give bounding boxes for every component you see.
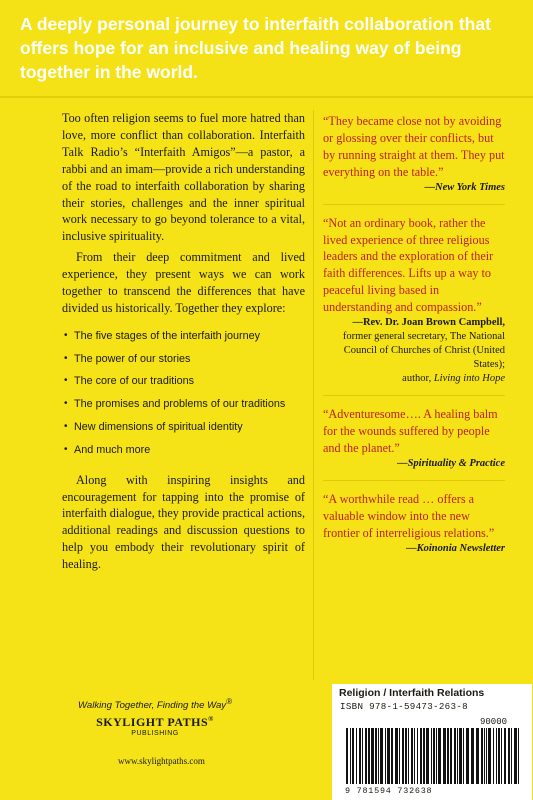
book-category: Religion / Interfaith Relations xyxy=(339,687,485,699)
barcode-bar xyxy=(423,728,425,784)
list-item-label: The power of our stories xyxy=(74,352,191,365)
endorsement-source-1: —New York Times xyxy=(424,181,505,193)
brand-name: SKYLIGHT PATHS xyxy=(96,715,209,730)
barcode-bar xyxy=(414,728,415,784)
endorsement-source-2-book xyxy=(323,372,505,386)
list-item xyxy=(62,325,305,348)
barcode-bar xyxy=(380,728,383,784)
barcode-bar xyxy=(436,728,437,784)
publisher-tagline xyxy=(75,697,235,711)
barcode-bar xyxy=(405,728,407,784)
endorsement-quote-2: “Not an ordinary book, rather the lived experience of three religious leaders and the exploration of their faith differences. Lifts up a way to peaceful living based in understanding and compassion.” xyxy=(323,215,494,315)
tagline-registered-mark: ® xyxy=(226,697,232,706)
barcode-bar xyxy=(518,728,519,784)
barcode-bar xyxy=(350,728,351,784)
barcode-bar xyxy=(408,728,409,784)
brand-registered-mark: ® xyxy=(208,715,214,724)
headline: A deeply personal journey to interfaith collaboration that offers hope for an inclusive and healing way of being together in the world. xyxy=(20,14,491,82)
barcode-bar xyxy=(375,728,377,784)
endorsement-quote-3: “Adventuresome…. A healing balm for the wounds suffered by people and the planet.” xyxy=(323,407,498,455)
barcode-bar xyxy=(447,728,449,784)
barcode-bar xyxy=(391,728,393,784)
barcode-bar xyxy=(346,728,348,784)
barcode-bar xyxy=(466,728,469,784)
ean-digits: 9 781594 732638 xyxy=(345,786,433,796)
description-column xyxy=(62,110,305,573)
barcode-bar xyxy=(501,728,502,784)
barcode-bar xyxy=(385,728,386,784)
publisher-logo xyxy=(75,697,235,737)
barcode-bar xyxy=(371,728,374,784)
barcode-bar xyxy=(484,728,485,784)
barcode-bar xyxy=(457,728,458,784)
endorsement-source-3: —Spirituality & Practice xyxy=(397,457,505,469)
author-prefix: author, xyxy=(402,373,432,385)
barcode-bar xyxy=(481,728,483,784)
list-item-label: The promises and problems of our traditions xyxy=(74,398,286,411)
endorsement-separator xyxy=(323,480,505,481)
bullet-icon: • xyxy=(64,421,68,433)
barcode-bar xyxy=(411,728,413,784)
endorsement-source-2: —Rev. Dr. Joan Brown Campbell, xyxy=(352,317,505,329)
barcode-bar xyxy=(438,728,441,784)
list-item-label: The five stages of the interfaith journey xyxy=(74,329,261,342)
barcode-bar xyxy=(368,728,370,784)
bullet-icon: • xyxy=(64,352,68,364)
description-paragraph-3: Along with inspiring insights and encouragement for tapping into the promise of interfaith dialogue, they provide practical actions, additional readings and discussion questions to help you embody their revolutionary spirit of healing. xyxy=(62,472,305,572)
barcode-bar xyxy=(454,728,456,784)
price-code: 90000 xyxy=(480,717,508,727)
description-paragraph-1: Too often religion seems to fuel more hatred than love, more conflict than collaboration. Interfaith Talk Radio’s “Interfaith Amigos”—a pastor, a rabbi and an imam—provide a rich understanding of the road to interfaith collaboration by sharing their stories, challenges and the inner spiritual work necessary to go beyond tolerance to a vital, inclusive spirituality. xyxy=(62,111,306,244)
barcode-panel xyxy=(332,684,532,800)
barcode-bar xyxy=(356,728,357,784)
header-band xyxy=(0,0,533,96)
barcode-bar xyxy=(420,728,422,784)
barcode-bar xyxy=(431,728,432,784)
tagline-text: Walking Together, Finding the Way xyxy=(78,700,227,712)
barcode-bar xyxy=(504,728,506,784)
list-item-label: And much more xyxy=(74,443,151,456)
barcode-icon xyxy=(344,728,524,786)
barcode-bar xyxy=(352,728,354,784)
topic-list xyxy=(62,325,305,462)
barcode-bar xyxy=(463,728,464,784)
publisher-url: www.skylightpaths.com xyxy=(118,756,205,766)
barcode-bar xyxy=(395,728,398,784)
bullet-icon: • xyxy=(64,329,68,341)
barcode-bar xyxy=(399,728,400,784)
endorsement-quote-4: “A worthwhile read … offers a valuable window into the new frontier of interreligious relations.” xyxy=(323,491,495,540)
barcode-bar xyxy=(443,728,446,784)
publisher-brand xyxy=(75,715,235,730)
endorsement-separator xyxy=(323,204,505,205)
barcode-bar xyxy=(417,728,418,784)
barcode-bar xyxy=(496,728,497,784)
barcode-bar xyxy=(387,728,390,784)
barcode-bar xyxy=(493,728,494,784)
list-item-label: New dimensions of spiritual identity xyxy=(74,421,243,434)
bullet-icon: • xyxy=(64,398,68,410)
column-divider xyxy=(313,110,314,680)
barcode-bar xyxy=(459,728,462,784)
publisher-imprint: PUBLISHING xyxy=(131,730,179,738)
list-item xyxy=(62,393,305,416)
barcode-bar xyxy=(362,728,363,784)
barcode-bar xyxy=(508,728,510,784)
barcode-bar xyxy=(378,728,379,784)
endorsement-source-2-role: former general secretary, The National Council of Churches of Christ (United States); xyxy=(342,331,505,371)
endorsements-column xyxy=(323,113,505,556)
endorsement-quote-1: “They became close not by avoiding or glossing over their conflicts, but by running straight at them. They put everything on the table.” xyxy=(323,114,505,179)
description-paragraph-2: From their deep commitment and lived experience, they present ways we can work together to transcend the differences that have divided us historically. Together they explore: xyxy=(62,250,305,315)
list-item-label: The core of our traditions xyxy=(74,375,195,388)
list-item xyxy=(62,416,305,439)
list-item xyxy=(62,370,305,393)
barcode-bar xyxy=(514,728,517,784)
barcode-bar xyxy=(426,728,429,784)
bullet-icon: • xyxy=(64,443,68,455)
barcode-bar xyxy=(402,728,404,784)
endorsement-separator xyxy=(323,395,505,396)
barcode-bar xyxy=(486,728,487,784)
barcode-bar xyxy=(365,728,367,784)
barcode-bar xyxy=(471,728,474,784)
barcode-bar xyxy=(450,728,452,784)
barcode-bar xyxy=(476,728,479,784)
list-item xyxy=(62,439,305,462)
barcode-bar xyxy=(359,728,361,784)
barcode-bar xyxy=(511,728,512,784)
isbn-text: ISBN 978-1-59473-263-8 xyxy=(340,701,468,712)
barcode-bar xyxy=(498,728,500,784)
header-divider xyxy=(0,96,533,98)
bullet-icon: • xyxy=(64,375,68,387)
list-item xyxy=(62,348,305,371)
book-title: Living into Hope xyxy=(433,373,505,385)
endorsement-source-4: —Koinonia Newsletter xyxy=(406,542,505,554)
barcode-bar xyxy=(488,728,491,784)
barcode-bar xyxy=(433,728,435,784)
